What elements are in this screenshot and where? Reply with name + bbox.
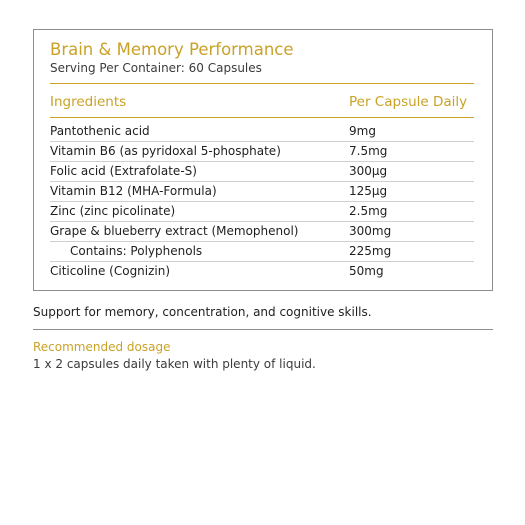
ingredient-amount: 7.5mg	[349, 144, 388, 158]
ingredient-amount: 9mg	[349, 124, 376, 138]
table-row	[50, 222, 474, 242]
ingredient-amount: 50mg	[349, 264, 384, 278]
ingredient-name: Zinc (zinc picolinate)	[50, 204, 176, 218]
dosage-label: Recommended dosage	[33, 340, 171, 354]
table-row	[50, 202, 474, 222]
ingredients-header: Ingredients	[50, 94, 127, 110]
ingredient-amount: 300mg	[349, 224, 392, 238]
dosage-text: 1 x 2 capsules daily taken with plenty of liquid.	[33, 357, 316, 371]
ingredient-name: Folic acid (Extrafolate-S)	[50, 164, 197, 178]
ingredient-name: Pantothenic acid	[50, 124, 150, 138]
ingredient-name: Vitamin B6 (as pyridoxal 5-phosphate)	[50, 144, 281, 158]
ingredient-amount: 2.5mg	[349, 204, 388, 218]
header-divider-top	[50, 83, 474, 84]
ingredient-name: Contains: Polyphenols	[70, 244, 203, 258]
serving-info: Serving Per Container: 60 Capsules	[50, 61, 262, 75]
supplement-facts-panel	[33, 29, 493, 291]
ingredient-name: Grape & blueberry extract (Memophenol)	[50, 224, 299, 238]
ingredient-amount: 125µg	[349, 184, 388, 198]
ingredient-name: Vitamin B12 (MHA-Formula)	[50, 184, 217, 198]
ingredient-amount: 300µg	[349, 164, 388, 178]
section-divider	[33, 329, 493, 330]
ingredient-name: Citicoline (Cognizin)	[50, 264, 171, 278]
table-row	[50, 122, 474, 142]
table-row	[50, 182, 474, 202]
amount-header: Per Capsule Daily	[349, 94, 468, 110]
table-row	[50, 142, 474, 162]
support-statement: Support for memory, concentration, and cognitive skills.	[33, 305, 372, 319]
header-divider-bottom	[50, 117, 474, 118]
panel-title: Brain & Memory Performance	[50, 40, 294, 59]
ingredient-table	[50, 122, 474, 282]
ingredient-amount: 225mg	[349, 244, 392, 258]
table-row-sub	[50, 242, 474, 262]
table-row	[50, 162, 474, 182]
table-row	[50, 262, 474, 282]
